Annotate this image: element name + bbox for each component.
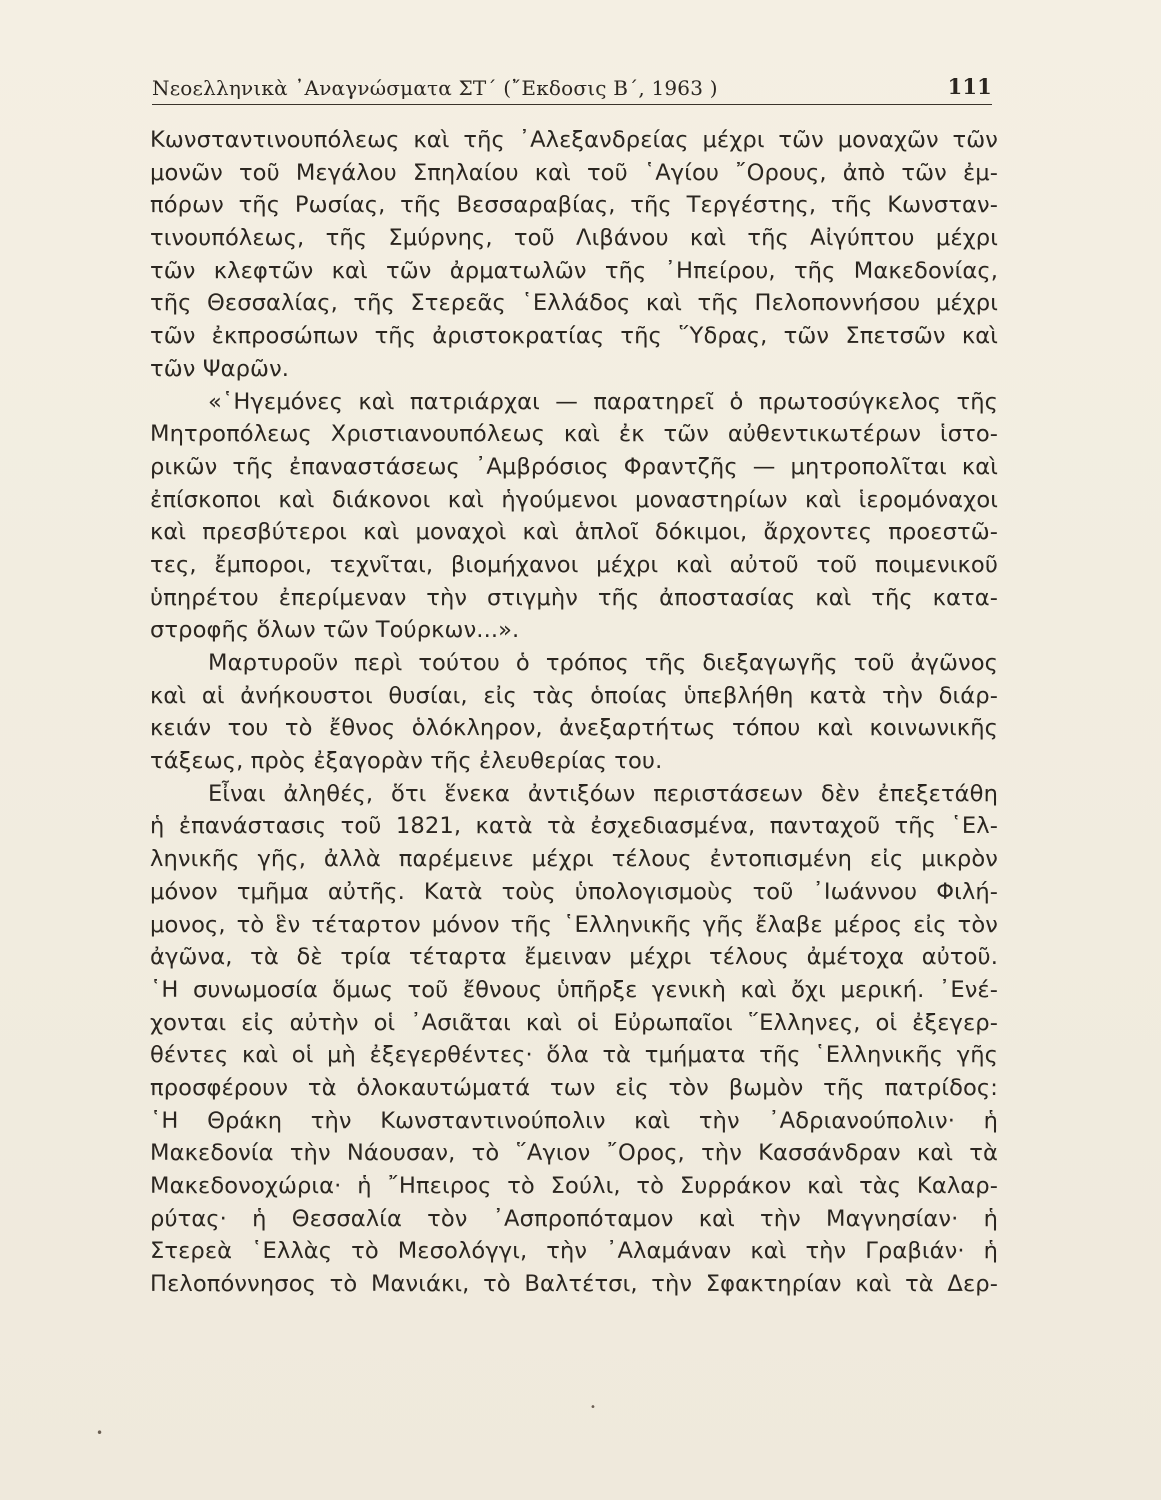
text-line: τινουπόλεως, τῆς Σμύρνης, τοῦ Λιβάνου καὶ τῆς Αἰγύπτου μέχρι: [150, 225, 998, 252]
body-text: [150, 124, 998, 1301]
text-line: προσφέρουν τὰ ὁλοκαυτώματά των εἰς τὸν βωμὸν τῆς πατρίδος:: [150, 1074, 998, 1101]
text-line: ἐπίσκοποι καὶ διάκονοι καὶ ἡγούμενοι μοναστηρίων καὶ ἱερομόναχοι: [150, 486, 998, 513]
text-line: θέντες καὶ οἱ μὴ ἐξεγερθέντες· ὅλα τὰ τμήματα τῆς ῾Ελληνικῆς γῆς: [150, 1042, 998, 1069]
text-line: τῶν κλεφτῶν καὶ τῶν ἀρματωλῶν τῆς ᾽Ηπείρου, τῆς Μακεδονίας,: [150, 257, 998, 284]
text-line: τῶν Ψαρῶν.: [150, 355, 290, 382]
text-line: μόνον τμῆμα αὐτῆς. Κατὰ τοὺς ὑπολογισμοὺς τοῦ ᾽Ιωάννου Φιλή-: [150, 878, 998, 905]
print-speck: •: [96, 1426, 104, 1440]
text-line: Μητροπόλεως Χριστιανουπόλεως καὶ ἐκ τῶν αὐθεντικωτέρων ἱστο-: [150, 421, 998, 448]
text-line: καὶ πρεσβύτεροι καὶ μοναχοὶ καὶ ἁπλοῖ δόκιμοι, ἄρχοντες προεστῶ-: [150, 519, 998, 546]
text-line: Πελοπόννησος τὸ Μανιάκι, τὸ Βαλτέτσι, τὴν Σφακτηρίαν καὶ τὰ Δερ-: [150, 1271, 998, 1298]
running-title: Νεοελληνικὰ ᾽Αναγνώσματα ΣΤ΄ (῎Εκδοσις Β΄, 1963 ): [152, 76, 718, 100]
text-line: τάξεως, πρὸς ἐξαγορὰν τῆς ἐλευθερίας του.: [150, 748, 663, 775]
text-line: Στερεὰ ῾Ελλὰς τὸ Μεσολόγγι, τὴν ᾽Αλαμάναν καὶ τὴν Γραβιάν· ἡ: [150, 1238, 998, 1265]
text-line: ληνικῆς γῆς, ἀλλὰ παρέμεινε μέχρι τέλους ἐντοπισμένη εἰς μικρὸν: [150, 846, 998, 873]
text-line: καὶ αἱ ἀνήκουστοι θυσίαι, εἰς τὰς ὁποίας ὑπεβλήθη κατὰ τὴν διάρ-: [150, 682, 998, 709]
text-line: χονται εἰς αὐτὴν οἱ ᾽Ασιᾶται καὶ οἱ Εὐρωπαῖοι ῞Ελληνες, οἱ ἐξεγερ-: [150, 1009, 998, 1036]
text-line: «῾Ηγεμόνες καὶ πατριάρχαι — παρατηρεῖ ὁ πρωτοσύγκελος τῆς: [208, 388, 998, 415]
page-number: 111: [947, 74, 992, 99]
text-line: στροφῆς ὅλων τῶν Τούρκων...».: [150, 617, 520, 644]
text-line: πόρων τῆς Ρωσίας, τῆς Βεσσαραβίας, τῆς Τεργέστης, τῆς Κωνσταν-: [150, 192, 998, 219]
print-speck: •: [590, 1402, 596, 1413]
text-line: τῆς Θεσσαλίας, τῆς Στερεᾶς ῾Ελλάδος καὶ τῆς Πελοποννήσου μέχρι: [150, 290, 998, 317]
text-line: κειάν του τὸ ἔθνος ὁλόκληρον, ἀνεξαρτήτως τόπου καὶ κοινωνικῆς: [150, 715, 998, 742]
text-line: τες, ἔμποροι, τεχνῖται, βιομήχανοι μέχρι καὶ αὐτοῦ τοῦ ποιμενικοῦ: [150, 551, 998, 578]
text-line: ὑπηρέτου ἐπερίμεναν τὴν στιγμὴν τῆς ἀποστασίας καὶ τῆς κατα-: [150, 584, 998, 611]
running-head: [152, 68, 992, 104]
text-line: ἀγῶνα, τὰ δὲ τρία τέταρτα ἔμειναν μέχρι τέλους ἀμέτοχα αὐτοῦ.: [150, 944, 998, 971]
text-line: Μακεδονία τὴν Νάουσαν, τὸ ῞Αγιον ῎Ορος, τὴν Κασσάνδραν καὶ τὰ: [150, 1140, 998, 1167]
text-line: ρικῶν τῆς ἐπαναστάσεως ᾽Αμβρόσιος Φραντζῆς — μητροπολῖται καὶ: [150, 453, 998, 480]
text-line: Μακεδονοχώρια· ἡ ῎Ηπειρος τὸ Σούλι, τὸ Συρράκον καὶ τὰς Καλαρ-: [150, 1173, 998, 1199]
header-rule: [152, 104, 992, 105]
text-line: τῶν ἐκπροσώπων τῆς ἀριστοκρατίας τῆς ῞Υδρας, τῶν Σπετσῶν καὶ: [150, 323, 998, 350]
text-line: Κωνσταντινουπόλεως καὶ τῆς ᾽Αλεξανδρείας μέχρι τῶν μοναχῶν τῶν: [150, 127, 998, 153]
text-line: μονῶν τοῦ Μεγάλου Σπηλαίου καὶ τοῦ ῾Αγίου ῎Ορους, ἀπὸ τῶν ἐμ-: [150, 159, 998, 186]
text-line: ῾Η Θράκη τὴν Κωνσταντινούπολιν καὶ τὴν ᾽Αδριανούπολιν· ἡ: [150, 1107, 998, 1134]
text-line: ἡ ἐπανάστασις τοῦ 1821, κατὰ τὰ ἐσχεδιασμένα, πανταχοῦ τῆς ῾Ελ-: [150, 813, 998, 840]
text-line: ῾Η συνωμοσία ὅμως τοῦ ἔθνους ὑπῆρξε γενικὴ καὶ ὄχι μερική. ᾽Ενέ-: [150, 976, 998, 1003]
text-line: μονος, τὸ ἓν τέταρτον μόνον τῆς ῾Ελληνικῆς γῆς ἔλαβε μέρος εἰς τὸν: [150, 911, 998, 938]
text-line: ρύτας· ἡ Θεσσαλία τὸν ᾽Ασπροπόταμον καὶ τὴν Μαγνησίαν· ἡ: [150, 1205, 998, 1232]
text-line: Εἶναι ἀληθές, ὅτι ἕνεκα ἀντιξόων περιστάσεων δὲν ἐπεξετάθη: [208, 780, 998, 807]
text-line: Μαρτυροῦν περὶ τούτου ὁ τρόπος τῆς διεξαγωγῆς τοῦ ἀγῶνος: [208, 650, 998, 676]
